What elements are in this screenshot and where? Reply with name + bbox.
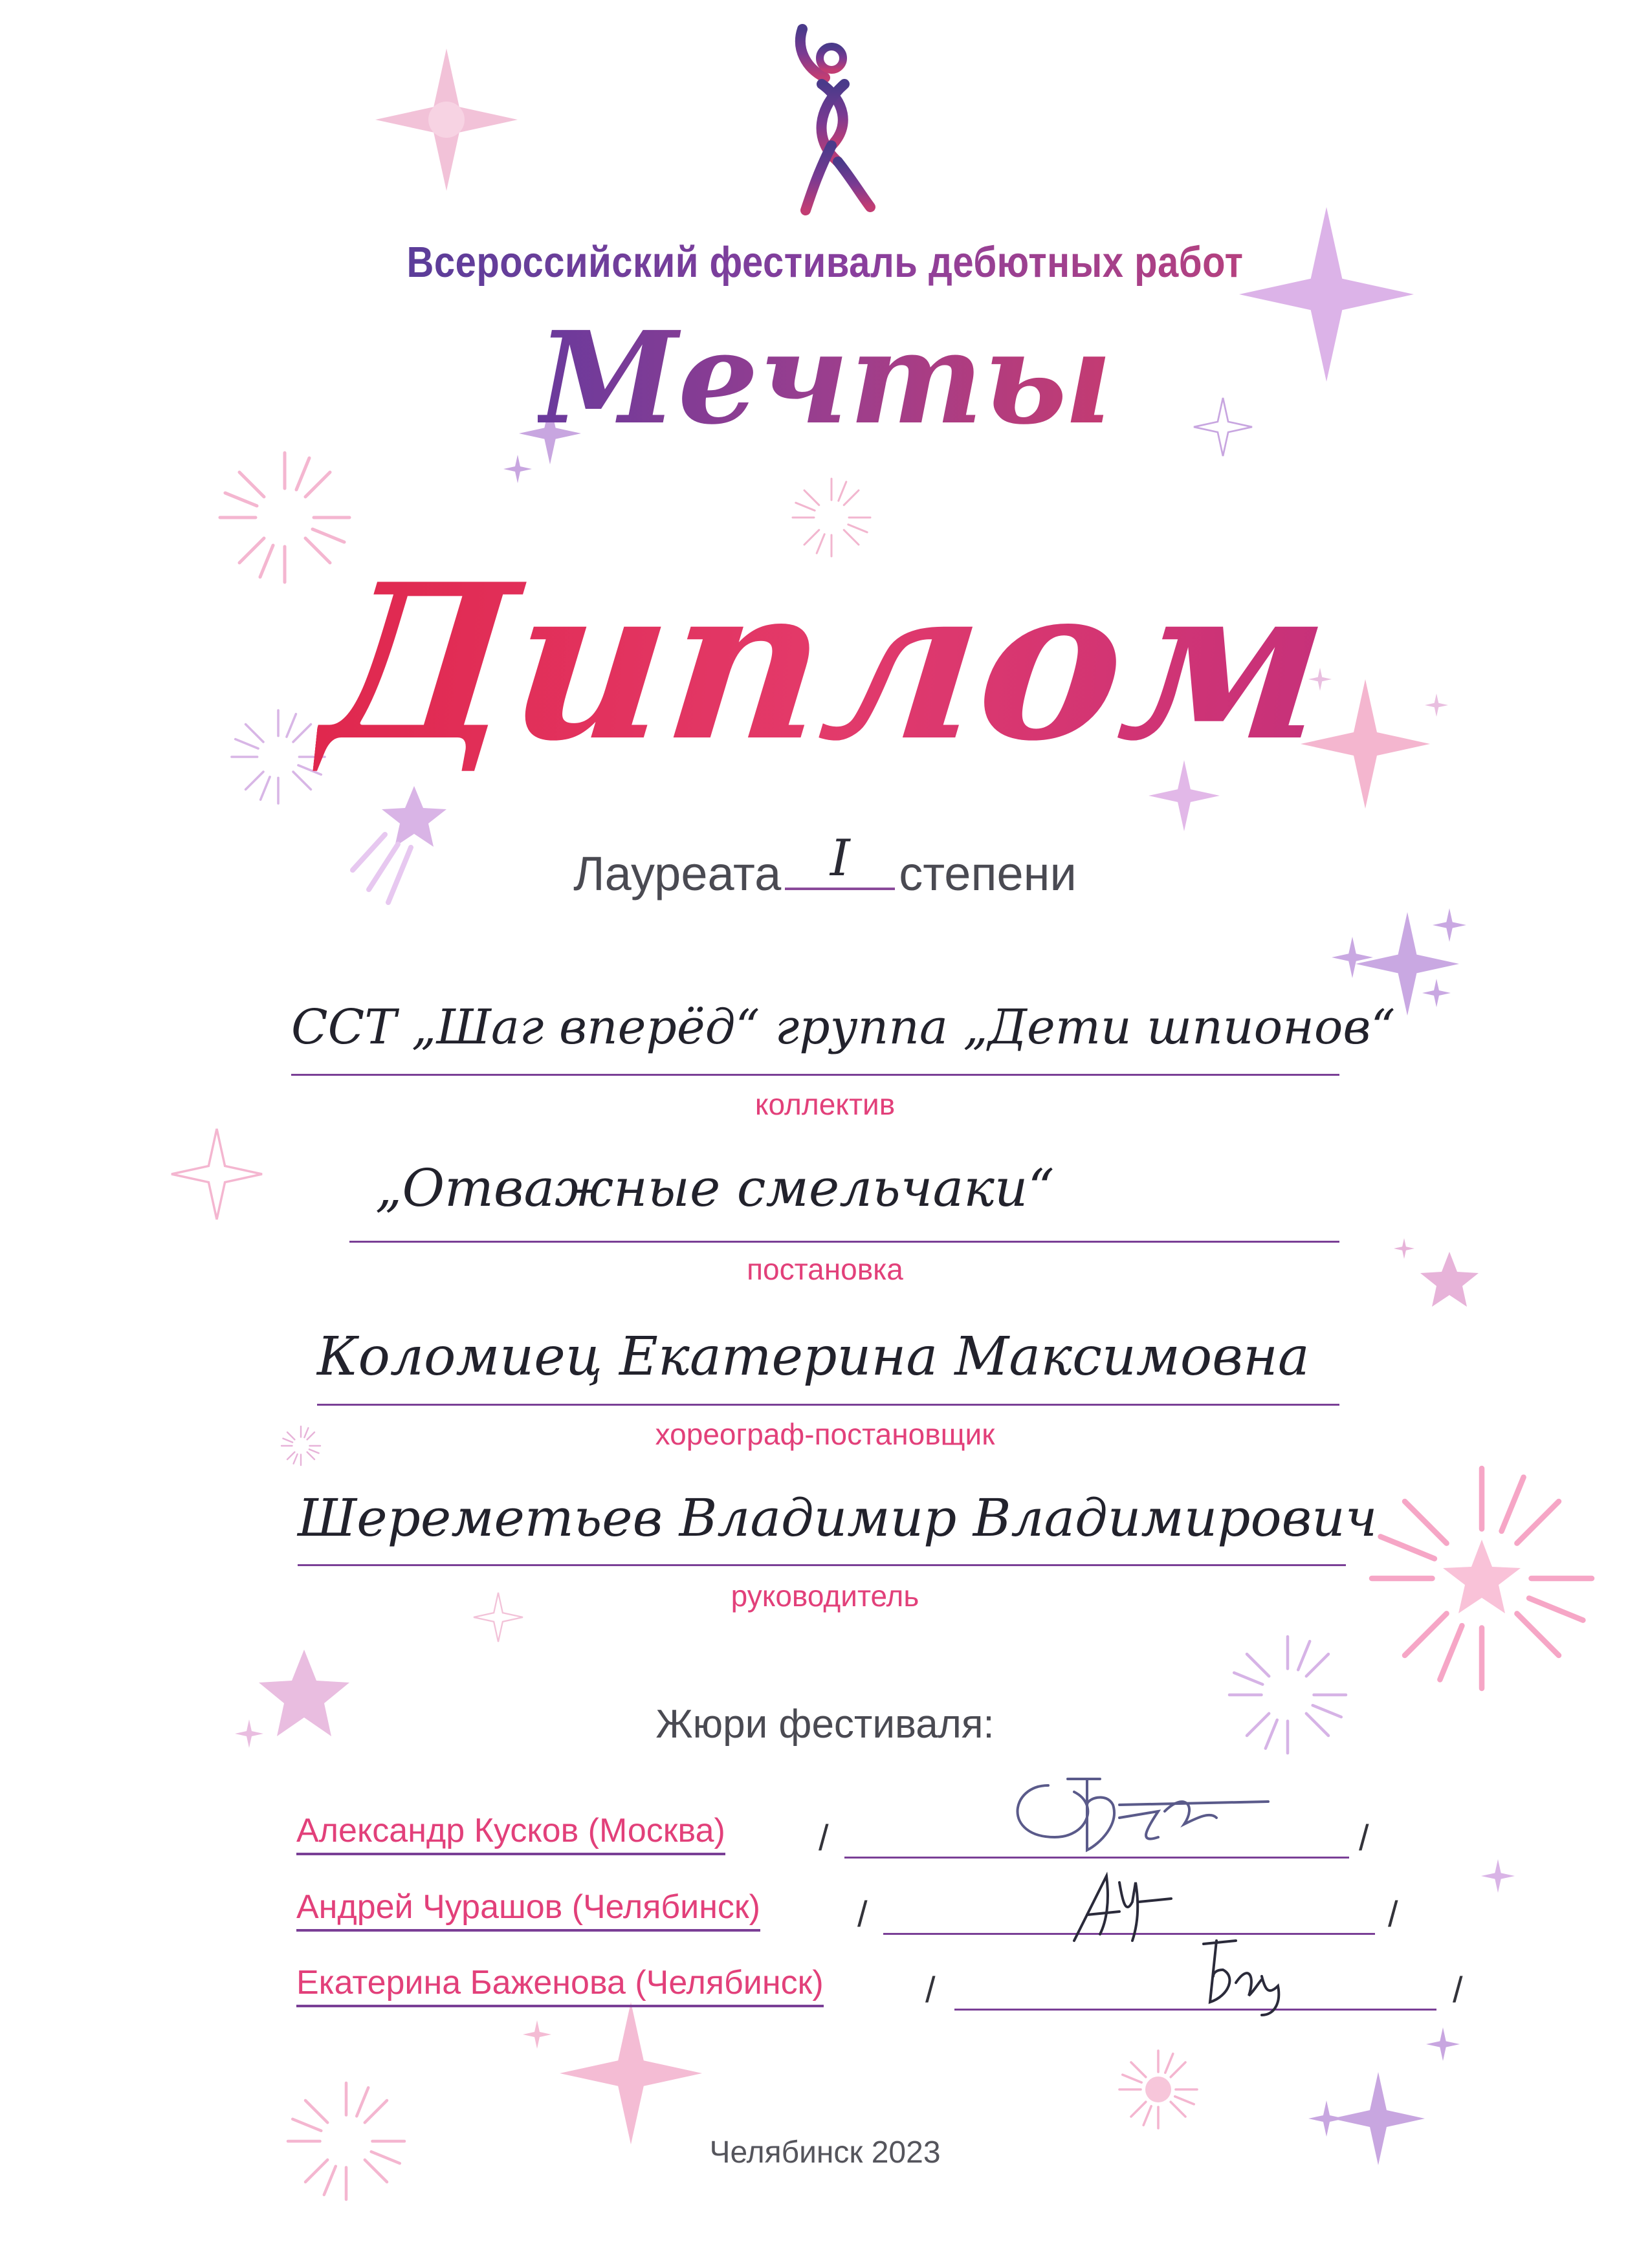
laureate-prefix: Лауреата — [573, 847, 782, 900]
leader-value: Шереметьев Владимир Владимирович — [298, 1488, 1378, 1548]
jury-separator: / — [857, 1893, 868, 1934]
sparkle-star-icon — [1433, 908, 1466, 942]
production-value: „Отважные смельчаки“ — [375, 1158, 1055, 1218]
choreographer-caption: хореограф-постановщик — [655, 1417, 995, 1451]
sparkle-star-icon — [503, 455, 532, 483]
degree-field — [785, 829, 895, 890]
jury-separator: / — [1453, 1969, 1463, 2010]
signature-churashov — [1061, 1863, 1191, 1947]
sparkle-star-icon — [523, 2020, 551, 2049]
sparkle-star-icon — [1308, 2100, 1345, 2137]
sparkle-star-icon — [1422, 979, 1451, 1007]
festival-brand-title: Мечты — [537, 304, 1113, 453]
jury-separator: / — [925, 1969, 936, 2010]
jury-member-name: Александр Кусков (Москва) — [296, 1811, 725, 1855]
jury-member-name: Андрей Чурашов (Челябинск) — [296, 1888, 760, 1932]
sparkle-star-icon — [171, 1129, 262, 1219]
jury-member-name: Екатерина Баженова (Челябинск) — [296, 1963, 824, 2007]
laureate-suffix: степени — [899, 847, 1077, 900]
jury-separator: / — [1388, 1893, 1398, 1934]
production-line — [349, 1241, 1339, 1243]
collective-line — [291, 1074, 1339, 1076]
city-year: Челябинск 2023 — [709, 2135, 941, 2170]
laureate-degree-line — [0, 829, 1650, 901]
signature-kuskov — [990, 1766, 1288, 1863]
degree-value: I — [830, 829, 850, 888]
sparkle-star-icon — [1426, 2027, 1460, 2061]
signature-bazhenova — [1197, 1931, 1301, 2022]
sparkle-star-icon — [1481, 1859, 1515, 1893]
diploma-title: Диплом — [311, 537, 1339, 788]
leader-line — [298, 1564, 1346, 1566]
choreographer-value: Коломиец Екатерина Максимовна — [317, 1326, 1310, 1388]
jury-separator: / — [1359, 1817, 1369, 1858]
signature-line — [954, 2009, 1436, 2011]
sparkle-star-icon — [1332, 937, 1373, 978]
festival-name: Всероссийский фестиваль дебютных работ — [406, 238, 1244, 287]
collective-caption: коллектив — [754, 1087, 896, 1121]
choreographer-line — [317, 1404, 1339, 1406]
jury-separator: / — [819, 1817, 829, 1858]
jury-heading: Жюри фестиваля: — [655, 1702, 995, 1747]
sparkle-star-icon — [560, 2002, 702, 2144]
production-caption: постановка — [747, 1252, 903, 1286]
leader-caption: руководитель — [731, 1579, 919, 1613]
collective-value: ССТ „Шаг вперёд“ группа „Дети шпионов“ — [291, 999, 1396, 1055]
dancer-logo-icon — [780, 23, 883, 217]
